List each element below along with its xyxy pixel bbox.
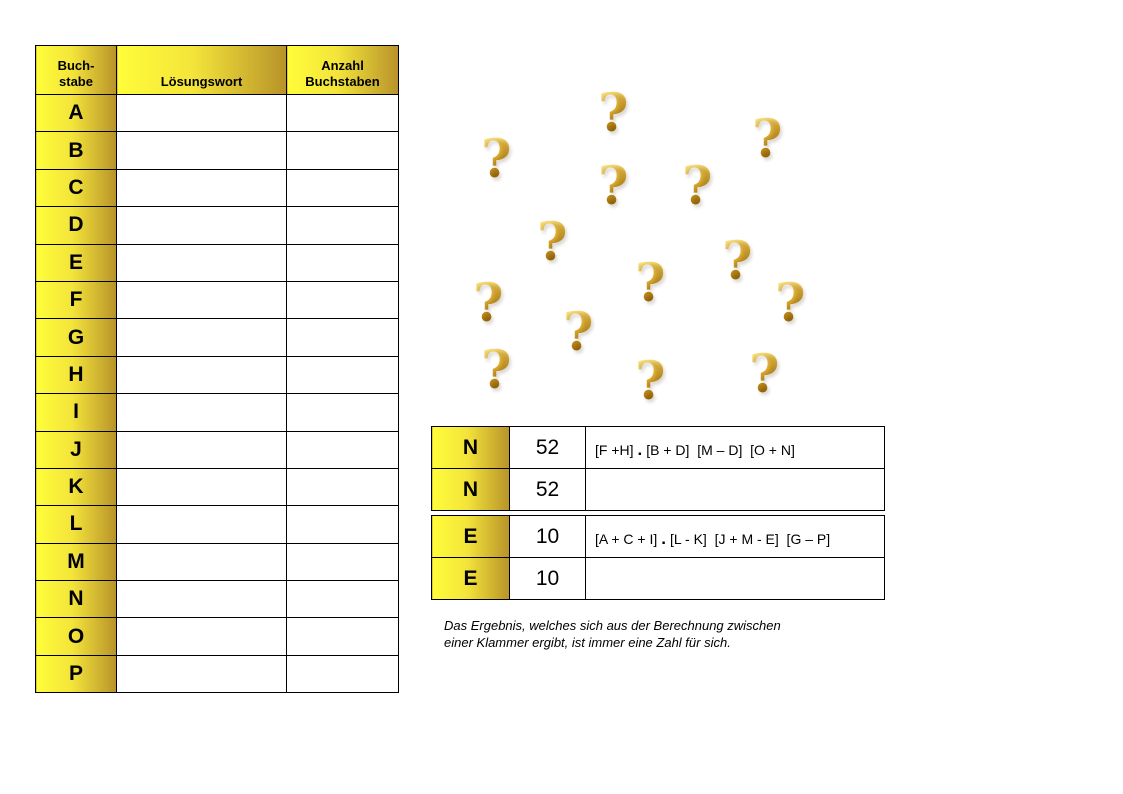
puzzle-row bbox=[432, 516, 885, 558]
letter-count-cell[interactable] bbox=[287, 281, 399, 318]
question-mark-icon: ? bbox=[775, 273, 806, 334]
solution-word-cell[interactable] bbox=[117, 132, 287, 169]
row-letter: N bbox=[36, 581, 117, 618]
instruction-note: Das Ergebnis, welches sich aus der Berechnung zwischen einer Klammer ergibt, ist immer eine Zahl für sich. bbox=[444, 618, 781, 650]
solution-row bbox=[36, 95, 399, 132]
letter-count-cell[interactable] bbox=[287, 244, 399, 281]
solution-row bbox=[36, 207, 399, 244]
solution-row bbox=[36, 618, 399, 655]
row-letter: D bbox=[36, 207, 117, 244]
row-letter: I bbox=[36, 394, 117, 431]
solution-word-cell[interactable] bbox=[117, 281, 287, 318]
letter-count-cell[interactable] bbox=[287, 431, 399, 468]
solution-word-cell[interactable] bbox=[117, 655, 287, 692]
solution-word-cell[interactable] bbox=[117, 356, 287, 393]
letter-count-cell[interactable] bbox=[287, 132, 399, 169]
row-letter: K bbox=[36, 468, 117, 505]
row-letter: L bbox=[36, 506, 117, 543]
solution-row bbox=[36, 394, 399, 431]
header-count: Anzahl Buchstaben bbox=[287, 46, 399, 95]
question-mark-icon: ? bbox=[682, 156, 713, 217]
solution-word-cell[interactable] bbox=[117, 581, 287, 618]
row-letter: F bbox=[36, 281, 117, 318]
solution-row bbox=[36, 356, 399, 393]
question-mark-icon: ? bbox=[749, 344, 780, 405]
puzzle-letter: N bbox=[432, 427, 510, 469]
letter-count-cell[interactable] bbox=[287, 95, 399, 132]
puzzle-letter: E bbox=[432, 516, 510, 558]
header-letter: Buch- stabe bbox=[36, 46, 117, 95]
solution-table bbox=[35, 45, 399, 693]
puzzle-row bbox=[432, 558, 885, 600]
row-letter: M bbox=[36, 543, 117, 580]
row-letter: J bbox=[36, 431, 117, 468]
solution-word-cell[interactable] bbox=[117, 169, 287, 206]
header-word: Lösungswort bbox=[117, 46, 287, 95]
puzzle-number: 10 bbox=[510, 516, 586, 558]
puzzle-table-1 bbox=[431, 426, 885, 511]
question-mark-icon: ? bbox=[635, 253, 666, 314]
solution-word-cell[interactable] bbox=[117, 319, 287, 356]
puzzle-table-2 bbox=[431, 515, 885, 600]
solution-word-cell[interactable] bbox=[117, 543, 287, 580]
solution-word-cell[interactable] bbox=[117, 207, 287, 244]
letter-count-cell[interactable] bbox=[287, 356, 399, 393]
puzzle-number: 52 bbox=[510, 469, 586, 511]
solution-row bbox=[36, 506, 399, 543]
puzzle-letter: N bbox=[432, 469, 510, 511]
question-mark-icon: ? bbox=[473, 273, 504, 334]
solution-row bbox=[36, 319, 399, 356]
question-mark-icon: ? bbox=[752, 109, 783, 170]
letter-count-cell[interactable] bbox=[287, 655, 399, 692]
letter-count-cell[interactable] bbox=[287, 543, 399, 580]
question-mark-icon: ? bbox=[635, 351, 666, 412]
letter-count-cell[interactable] bbox=[287, 319, 399, 356]
row-letter: E bbox=[36, 244, 117, 281]
solution-row bbox=[36, 468, 399, 505]
solution-word-cell[interactable] bbox=[117, 618, 287, 655]
solution-row bbox=[36, 655, 399, 692]
row-letter: B bbox=[36, 132, 117, 169]
answer-field[interactable] bbox=[586, 469, 885, 511]
row-letter: C bbox=[36, 169, 117, 206]
solution-row bbox=[36, 132, 399, 169]
question-mark-icon: ? bbox=[598, 156, 629, 217]
question-mark-icon: ? bbox=[481, 129, 512, 190]
puzzle-formula: [F +H] . [B + D] [M – D] [O + N] bbox=[586, 427, 885, 469]
solution-row bbox=[36, 581, 399, 618]
question-mark-icon: ? bbox=[481, 340, 512, 401]
question-mark-icon: ? bbox=[537, 212, 568, 273]
header-row bbox=[36, 46, 399, 95]
solution-word-cell[interactable] bbox=[117, 244, 287, 281]
letter-count-cell[interactable] bbox=[287, 618, 399, 655]
solution-row bbox=[36, 281, 399, 318]
solution-word-cell[interactable] bbox=[117, 468, 287, 505]
puzzle-number: 52 bbox=[510, 427, 586, 469]
puzzle-letter: E bbox=[432, 558, 510, 600]
solution-row bbox=[36, 543, 399, 580]
solution-word-cell[interactable] bbox=[117, 394, 287, 431]
row-letter: A bbox=[36, 95, 117, 132]
row-letter: H bbox=[36, 356, 117, 393]
letter-count-cell[interactable] bbox=[287, 169, 399, 206]
letter-count-cell[interactable] bbox=[287, 207, 399, 244]
question-mark-icon: ? bbox=[722, 231, 753, 292]
puzzle-formula: [A + C + I] . [L - K] [J + M - E] [G – P] bbox=[586, 516, 885, 558]
solution-word-cell[interactable] bbox=[117, 431, 287, 468]
row-letter: O bbox=[36, 618, 117, 655]
row-letter: P bbox=[36, 655, 117, 692]
puzzle-number: 10 bbox=[510, 558, 586, 600]
letter-count-cell[interactable] bbox=[287, 394, 399, 431]
row-letter: G bbox=[36, 319, 117, 356]
letter-count-cell[interactable] bbox=[287, 506, 399, 543]
letter-count-cell[interactable] bbox=[287, 581, 399, 618]
solution-row bbox=[36, 169, 399, 206]
solution-word-cell[interactable] bbox=[117, 95, 287, 132]
solution-row bbox=[36, 244, 399, 281]
letter-count-cell[interactable] bbox=[287, 468, 399, 505]
answer-field[interactable] bbox=[586, 558, 885, 600]
puzzle-row bbox=[432, 427, 885, 469]
puzzle-row bbox=[432, 469, 885, 511]
solution-word-cell[interactable] bbox=[117, 506, 287, 543]
question-mark-icon: ? bbox=[563, 302, 594, 363]
solution-row bbox=[36, 431, 399, 468]
question-mark-icon: ? bbox=[598, 83, 629, 144]
